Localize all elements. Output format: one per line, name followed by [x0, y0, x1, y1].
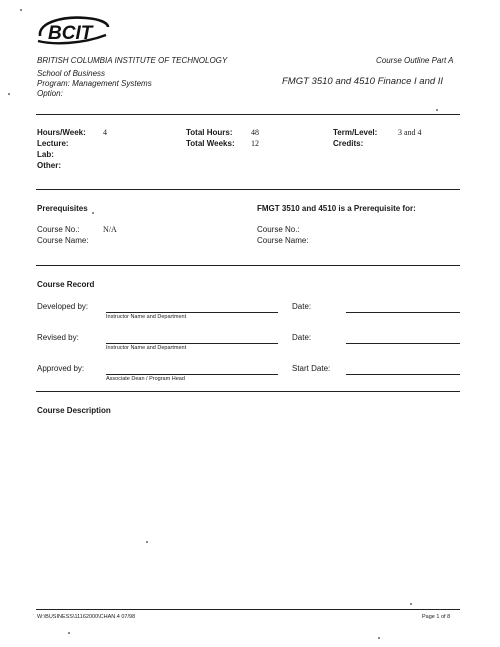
divider-1 [36, 114, 460, 115]
scan-speck [436, 109, 438, 111]
revised-by-line [106, 343, 278, 344]
course-description-heading: Course Description [37, 406, 111, 415]
program-name: Program: Management Systems [37, 79, 152, 88]
approved-by-label: Approved by: [37, 364, 85, 373]
bcit-logo [34, 14, 114, 52]
bcit-logo-icon [34, 14, 114, 52]
scan-speck [68, 632, 70, 634]
course-title: FMGT 3510 and 4510 Finance I and II [282, 76, 444, 87]
other-label: Other: [37, 161, 61, 170]
total-weeks-value: 12 [251, 139, 259, 148]
total-hours-value: 48 [251, 128, 259, 137]
footer-divider [36, 609, 460, 610]
school-name: School of Business [37, 69, 106, 78]
date-line-2 [346, 343, 460, 344]
prerequisite-for-heading: FMGT 3510 and 4510 is a Prerequisite for: [257, 204, 416, 213]
credits-label: Credits: [333, 139, 364, 148]
lab-label: Lab: [37, 150, 54, 159]
scan-speck [378, 637, 380, 639]
divider-2 [36, 189, 460, 190]
course-record-heading: Course Record [37, 280, 95, 289]
course-name-label: Course Name: [37, 236, 89, 245]
scan-speck [410, 603, 412, 605]
instructor-caption-2: Instructor Name and Department [106, 345, 187, 351]
scan-speck [146, 541, 148, 543]
term-level-label: Term/Level: [333, 128, 378, 137]
start-date-line [346, 374, 460, 375]
start-date-label: Start Date: [292, 364, 331, 373]
outline-part: Course Outline Part A [376, 56, 454, 65]
prerequisites-heading: Prerequisites [37, 204, 88, 213]
term-level-value: 3 and 4 [398, 128, 422, 137]
option-label: Option: [37, 89, 63, 98]
instructor-caption-1: Instructor Name and Department [106, 314, 187, 320]
course-name-label-right: Course Name: [257, 236, 309, 245]
hours-week-label: Hours/Week: [37, 128, 86, 137]
logo-text: BCIT [48, 23, 93, 44]
date-line-1 [346, 312, 460, 313]
footer-page-number: Page 1 of 8 [422, 614, 451, 620]
date-label-1: Date: [292, 302, 312, 311]
total-hours-label: Total Hours: [186, 128, 233, 137]
developed-by-label: Developed by: [37, 302, 89, 311]
divider-4 [36, 391, 460, 392]
divider-3 [36, 265, 460, 266]
institute-name: BRITISH COLUMBIA INSTITUTE OF TECHNOLOGY [37, 56, 228, 65]
revised-by-label: Revised by: [37, 333, 79, 342]
footer-path: W:\BUSINESS\11162000\CHAN.4 07/98 [37, 614, 136, 620]
approved-by-line [106, 374, 278, 375]
dean-caption: Associate Dean / Program Head [106, 376, 185, 382]
course-no-label: Course No.: [37, 225, 80, 234]
date-label-2: Date: [292, 333, 312, 342]
scan-speck [92, 212, 94, 214]
lecture-label: Lecture: [37, 139, 69, 148]
total-weeks-label: Total Weeks: [186, 139, 235, 148]
developed-by-line [106, 312, 278, 313]
hours-week-value: 4 [103, 128, 107, 137]
course-no-label-right: Course No.: [257, 225, 300, 234]
scan-speck [8, 93, 10, 95]
scan-speck [20, 9, 22, 11]
course-no-value: N/A [103, 225, 117, 234]
